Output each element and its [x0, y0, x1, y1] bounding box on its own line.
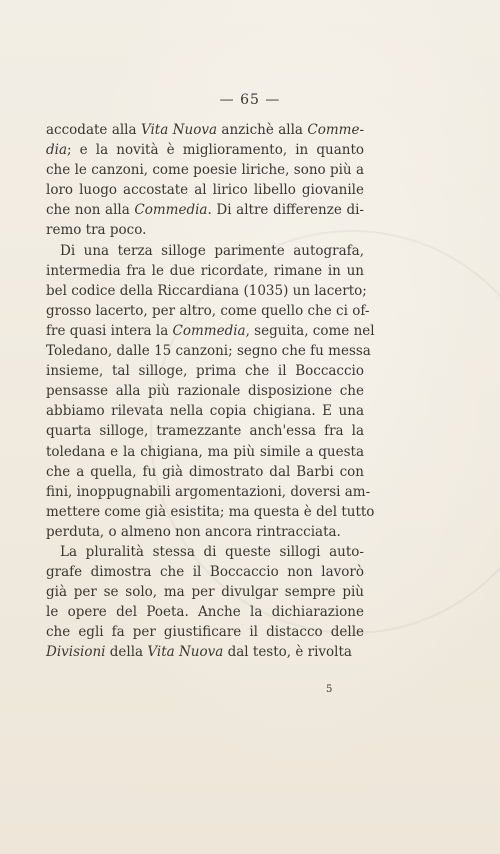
text-line	[46, 160, 364, 180]
text-line	[46, 341, 371, 361]
text-line	[46, 361, 364, 381]
italic-title: Commedia	[134, 202, 208, 219]
text-run: abbiamo rilevata nella copia chigiana. E una	[46, 403, 364, 420]
text-run: loro luogo accostate al lirico libello giovanile	[46, 182, 364, 199]
text-run: già per se solo, ma per divulgar sempre più	[46, 584, 364, 601]
text-run: accodate alla	[46, 122, 141, 138]
text-line	[46, 301, 370, 321]
text-line	[46, 582, 364, 602]
text-line	[46, 321, 375, 341]
text-run: pensasse alla più razionale disposizione che	[46, 383, 364, 400]
text-line	[46, 120, 364, 140]
text-line	[46, 462, 364, 482]
text-run: remo tra poco.	[46, 222, 147, 239]
text-run: che non alla	[46, 202, 135, 219]
text-line	[46, 381, 364, 401]
text-line	[46, 401, 364, 421]
text-line	[46, 140, 364, 160]
text-run: . Di altre differenze di-	[207, 202, 364, 219]
text-line	[46, 642, 364, 662]
text-line	[46, 482, 371, 502]
text-run: Di una terza silloge parimente autografa,	[60, 242, 364, 259]
italic-title: Commedia	[172, 322, 246, 339]
text-line	[46, 200, 364, 220]
text-run: Toledano, dalle 15 canzoni; segno che fu messa	[46, 343, 371, 360]
text-run: bel codice della Riccardiana (1035) un lacerto;	[46, 282, 367, 299]
text-run: le opere del Poeta. Anche la dichiarazione	[46, 604, 364, 621]
text-run: che egli fa per giustificare il distacco delle	[46, 624, 364, 641]
text-line	[46, 281, 367, 301]
text-line	[46, 502, 375, 522]
text-run: La pluralità stessa di queste sillogi auto-	[60, 543, 364, 560]
text-run: che a quella, fu già dimostrato dal Barbi con	[46, 463, 364, 480]
text-run: , seguita, come nel	[245, 322, 375, 339]
text-run: anzichè alla	[217, 122, 308, 138]
text-line	[46, 261, 364, 281]
italic-title: Vita Nuova	[140, 122, 217, 138]
text-line	[46, 602, 364, 622]
text-run: grosso lacerto, per altro, come quello che ci of-	[46, 302, 370, 319]
text-run: che le canzoni, come poesie liriche, sono più a	[46, 162, 364, 179]
text-line	[46, 522, 364, 542]
text-line	[46, 442, 364, 462]
text-line	[46, 220, 364, 240]
text-run: intermedia fra le due ricordate, rimane in un	[46, 262, 364, 279]
text-run: perduta, o almeno non ancora rintracciata.	[46, 523, 341, 540]
italic-title: Comme-	[307, 122, 365, 138]
text-line	[46, 180, 364, 200]
italic-title: Vita Nuova	[147, 644, 224, 661]
body-text	[46, 120, 375, 663]
text-line	[46, 542, 364, 562]
text-run: quarta silloge, tramezzante anch'essa fra la	[46, 423, 364, 440]
text-line	[46, 241, 364, 261]
text-run: toledana e la chigiana, ma più simile a questa	[46, 443, 364, 460]
text-run: fre quasi intera la	[46, 322, 173, 339]
text-run: dal testo, è rivolta	[223, 644, 352, 661]
text-line	[46, 421, 364, 441]
signature-mark: 5	[326, 684, 333, 695]
text-run: ; e la novità è miglioramento, in quanto	[67, 142, 364, 159]
text-line	[46, 562, 364, 582]
text-run: insieme, tal silloge, prima che il Boccaccio	[46, 363, 364, 380]
text-run: della	[105, 644, 148, 661]
text-run: mettere come già esistita; ma questa è del tutto	[46, 503, 375, 520]
italic-title: dia	[46, 142, 68, 159]
italic-title: Divisioni	[46, 644, 106, 661]
text-run: grafe dimostra che il Boccaccio non lavorò	[46, 564, 364, 581]
text-line	[46, 622, 364, 642]
text-run: fini, inoppugnabili argomentazioni, doversi am-	[46, 483, 371, 500]
page-number: — 65 —	[219, 92, 281, 108]
